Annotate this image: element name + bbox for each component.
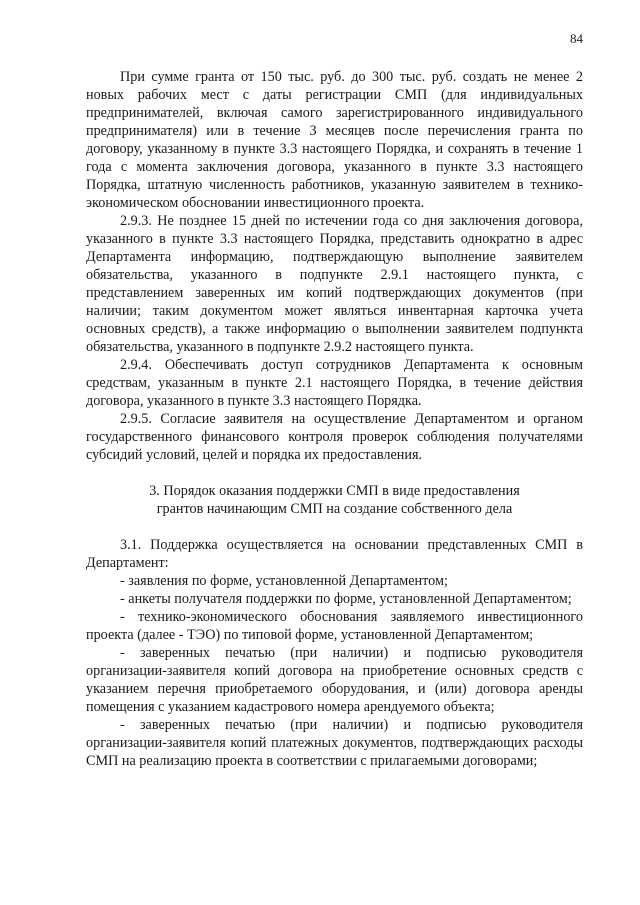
section-heading: 3. Порядок оказания поддержки СМП в виде предоставления грантов начинающим СМП на создание собственного дела [149,483,520,517]
page-number: 84 [570,31,583,46]
document-page [86,30,583,770]
paragraph-3-1: 3.1. Поддержка осуществляется на основании представленных СМП в Департамент: [86,537,583,571]
list-item-contract-copies: - заверенных печатью (при наличии) и подписью руководителя организации-заявителя копий договора на приобретение основных средств с указанием перечня приобретаемого оборудования, и (или) договора аренды помещения с указанием кадастрового номера арендуемого объекта; [86,645,583,715]
list-item-questionnaire: - анкеты получателя поддержки по форме, установленной Департаментом; [120,591,572,607]
list-item-feasibility-study: - технико-экономического обоснования заявляемого инвестиционного проекта (далее - ТЭО) по типовой форме, установленной Департаментом; [86,609,583,643]
paragraph-2-9-4: 2.9.4. Обеспечивать доступ сотрудников Департамента к основным средствам, указанным в пункте 2.1 настоящего Порядка, в течение действия договора, указанного в пункте 3.3 настоящего Порядка. [86,357,583,409]
paragraph-2-9-3: 2.9.3. Не позднее 15 дней по истечении года со дня заключения договора, указанного в пункте 3.3 настоящего Порядка, представить однократно в адрес Департамента информацию, подтверждающую выполнение заявителем обязательства, указанного в подпункте 2.9.1 настоящего пункта, с представлением заверенных им копий подтверждающих документов (при наличии; таким документом может являться инвентарная карточка учета основных средств), а также информацию о выполнении заявителем подпункта обязательства, указанного в подпункте 2.9.2 настоящего пункта. [86,213,583,355]
list-item-payment-documents: - заверенных печатью (при наличии) и подписью руководителя организации-заявителя копий платежных документов, подтверждающих расходы СМП на реализацию проекта в соответствии с прилагаемыми договорами; [86,717,583,769]
paragraph-grant-jobs: При сумме гранта от 150 тыс. руб. до 300 тыс. руб. создать не менее 2 новых рабочих мест с даты регистрации СМП (для индивидуальных предпринимателей, включая самого зарегистрированного индивидуального предпринимателя) или в течение 3 месяцев после перечисления гранта по договору, указанному в пункте 3.3 настоящего Порядка, и сохранять в течение 1 года с момента заключения договора, указанного в пункте 3.3 настоящего Порядка, штатную численность работников, указанную заявителем в технико-экономическом обосновании инвестиционного проекта. [86,69,583,211]
list-item-application: - заявления по форме, установленной Департаментом; [120,573,448,589]
paragraph-2-9-5: 2.9.5. Согласие заявителя на осуществление Департаментом и органом государственного финансового контроля проверок соблюдения получателями субсидий условий, целей и порядка их предоставления. [86,411,583,463]
